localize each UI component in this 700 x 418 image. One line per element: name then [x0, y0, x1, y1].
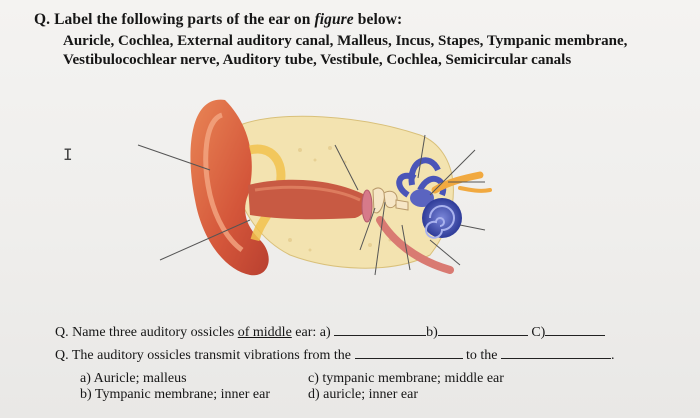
- question-3-middle: to the: [466, 348, 498, 363]
- question-3: [55, 346, 615, 364]
- answer-blank-a[interactable]: [334, 323, 426, 336]
- answer-blank-to[interactable]: [501, 346, 611, 359]
- question-1-heading: [34, 11, 402, 29]
- choice-a: a) Auricle; malleus: [80, 371, 187, 386]
- choice-c: c) tympanic membrane; middle ear: [308, 371, 504, 386]
- parts-list-line-2: Vestibulocochlear nerve, Auditory tube, Vestibule, Cochlea, Semicircular canals: [63, 52, 572, 68]
- answer-blank-from[interactable]: [355, 346, 463, 359]
- question-3-end: .: [611, 348, 615, 363]
- incus: [384, 191, 397, 207]
- question-2-suffix: ear: a): [291, 325, 331, 340]
- ear-anatomy-figure: [130, 90, 500, 280]
- answer-blank-c[interactable]: [545, 323, 605, 336]
- question-1-prefix: Q. Label the following parts of the ear on: [34, 11, 315, 28]
- question-1-italic-word: figure: [314, 11, 354, 28]
- answer-blank-b[interactable]: [438, 323, 528, 336]
- parts-list-line-1: Auricle, Cochlea, External auditory canal, Malleus, Incus, Stapes, Tympanic membrane,: [63, 33, 628, 49]
- question-2-underlined: of middle: [237, 325, 292, 340]
- question-1-suffix: below:: [353, 11, 403, 28]
- tympanic-membrane: [362, 190, 372, 222]
- text-cursor-icon: I: [63, 145, 73, 164]
- stapes: [396, 200, 408, 210]
- question-2: [55, 323, 605, 341]
- question-3-prefix: Q. The auditory ossicles transmit vibrations from the: [55, 348, 352, 363]
- label-b: b): [426, 325, 438, 340]
- label-c: C): [531, 325, 546, 340]
- choice-d: d) auricle; inner ear: [308, 387, 418, 402]
- choice-b: b) Tympanic membrane; inner ear: [80, 387, 271, 402]
- question-2-prefix: Q. Name three auditory ossicles: [55, 325, 238, 340]
